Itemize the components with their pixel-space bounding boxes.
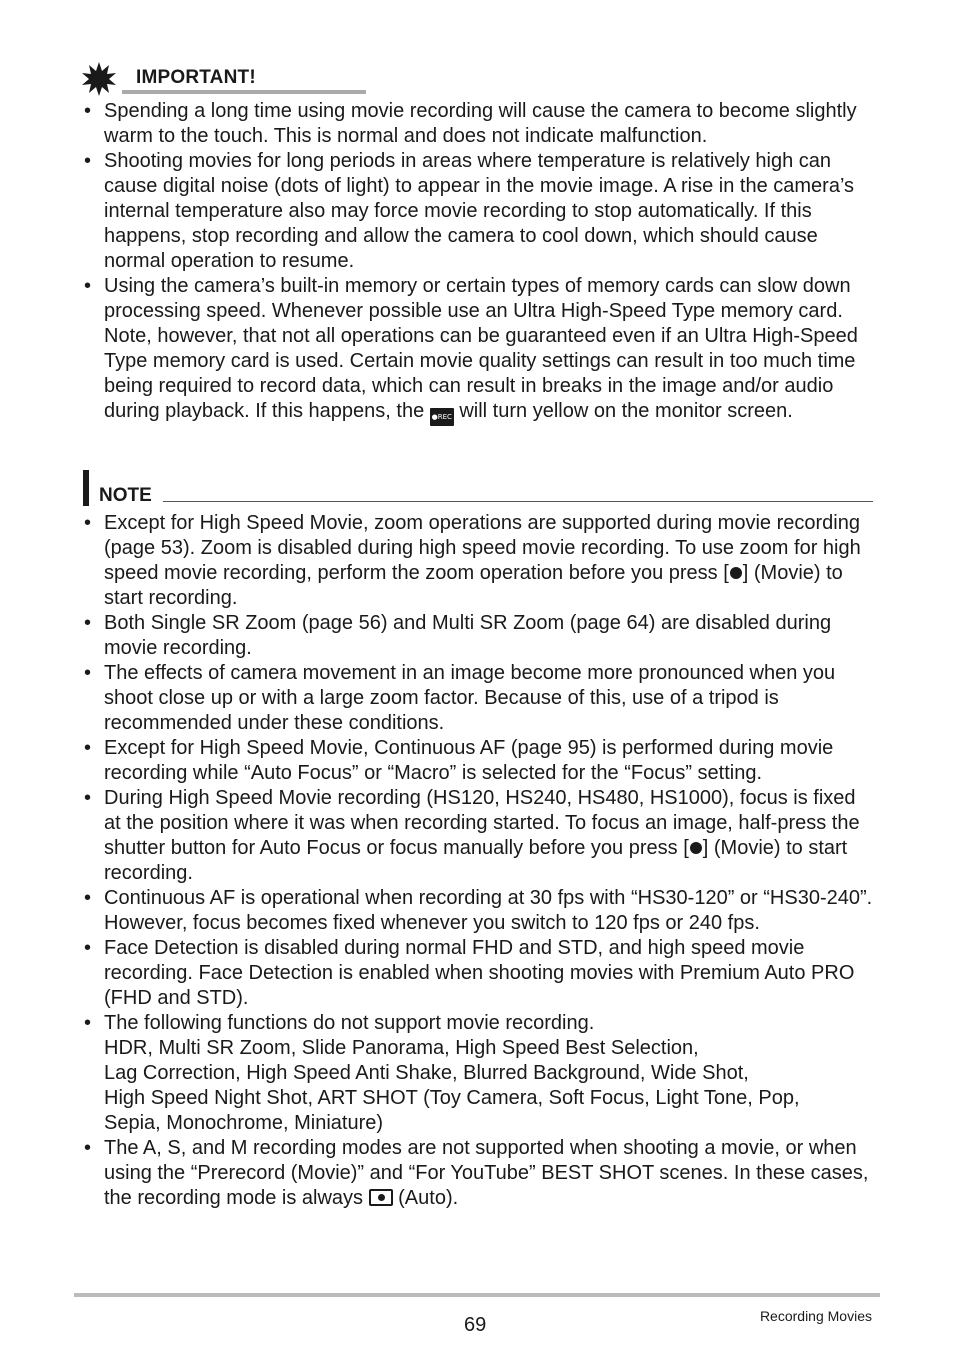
list-item: • Face Detection is disabled during normal FHD and STD, and high speed movie recording. Face Detection is enabled when shooting movies with Premium Auto PRO (FHD and STD). (84, 936, 874, 1011)
list-item: • Except for High Speed Movie, zoom operations are supported during movie recording (page 53). Zoom is disabled during high speed movie recording. To use zoom for high speed movie recording, perform the zoom operation before you press [ ] (Movie) to start recording. (84, 511, 874, 611)
important-burst-icon (82, 62, 116, 96)
list-item: • Except for High Speed Movie, Continuous AF (page 95) is performed during movie recording while “Auto Focus” or “Macro” is selected for the “Focus” setting. (84, 736, 874, 786)
rec-icon: ●REC (430, 408, 454, 426)
list-item: • Spending a long time using movie recording will cause the camera to become slightly warm to the touch. This is normal and does not indicate malfunction. (84, 99, 874, 149)
section-title: Recording Movies (759, 1308, 872, 1324)
important-label: IMPORTANT! (136, 67, 256, 88)
list-item: • The following functions do not support movie recording. HDR, Multi SR Zoom, Slide Panorama, High Speed Best Selection, Lag Correction, High Speed Anti Shake, Blurred Background, Wide Shot, High Speed Night Shot, ART SHOT (Toy Camera, Soft Focus, Light Tone, Pop, Sepia, Monochrome, Miniature) (84, 1011, 874, 1136)
auto-mode-camera-icon (369, 1189, 393, 1206)
page-number: 69 (464, 1314, 487, 1336)
note-bar-icon (83, 470, 89, 506)
note-label: NOTE (99, 485, 152, 506)
list-item: • Both Single SR Zoom (page 56) and Multi SR Zoom (page 64) are disabled during movie recording. (84, 611, 874, 661)
list-item: • Using the camera’s built-in memory or certain types of memory cards can slow down processing speed. Whenever possible use an Ultra High-Speed Type memory card. Note, however, that not all operations can be guaranteed even if an Ultra High-Speed Type memory card is used. Certain movie quality settings can result in too much time being required to record data, which can result in breaks in the image and/or audio during playback. If this happens, the ●REC will turn yellow on the monitor screen. (84, 274, 874, 426)
important-list (84, 99, 874, 426)
list-item: • The effects of camera movement in an image become more pronounced when you shoot close up or with a large zoom factor. Because of this, use of a tripod is recommended under these conditions. (84, 661, 874, 736)
list-item: • During High Speed Movie recording (HS120, HS240, HS480, HS1000), focus is fixed at the position where it was when recording started. To focus an image, half-press the shutter button for Auto Focus or focus manually before you press [ ] (Movie) to start recording. (84, 786, 874, 886)
list-item: • The A, S, and M recording modes are not supported when shooting a movie, or when using the “Prerecord (Movie)” and “For YouTube” BEST SHOT scenes. In these cases, the recording mode is always (Auto). (84, 1136, 874, 1211)
movie-button-icon (690, 842, 702, 854)
list-item: • Continuous AF is operational when recording at 30 fps with “HS30-120” or “HS30-240”. However, focus becomes fixed whenever you switch to 120 fps or 240 fps. (84, 886, 874, 936)
note-list (84, 511, 874, 1211)
movie-button-icon (730, 567, 742, 579)
list-item: • Shooting movies for long periods in areas where temperature is relatively high can cause digital noise (dots of light) to appear in the movie image. A rise in the camera’s internal temperature also may force movie recording to stop automatically. If this happens, stop recording and allow the camera to cool down, which should cause normal operation to resume. (84, 149, 874, 274)
note-header (83, 470, 873, 506)
footer-divider (74, 1293, 880, 1297)
note-underline (163, 501, 873, 502)
important-underline (122, 90, 366, 94)
important-header (82, 62, 292, 94)
